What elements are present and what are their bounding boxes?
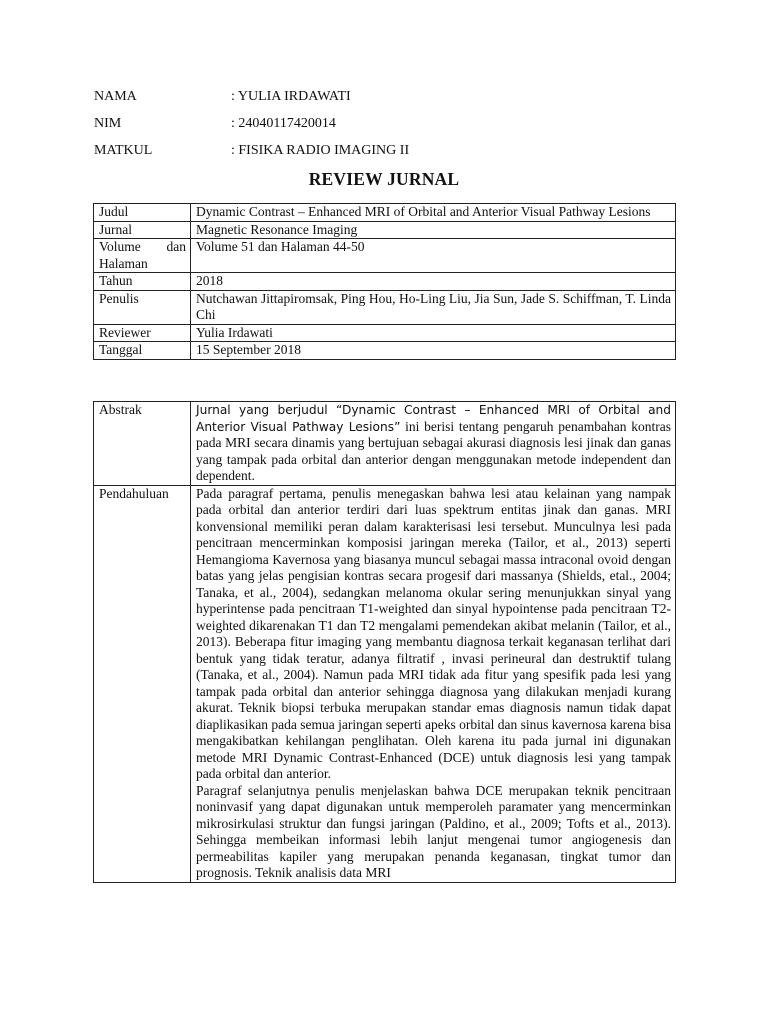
matkul-label: MATKUL bbox=[94, 143, 153, 158]
table-row bbox=[94, 204, 676, 222]
abstrak-lead: Jurnal yang berjudul “Dynamic Contrast – Enhanced MRI of Orbital and Anterior Visual Pathway Lesions” bbox=[196, 403, 671, 434]
tahun-value: 2018 bbox=[191, 273, 676, 291]
matkul-value: : FISIKA RADIO IMAGING II bbox=[231, 143, 410, 158]
page-title: REVIEW JURNAL bbox=[308, 169, 460, 189]
nim-value: : 24040117420014 bbox=[231, 116, 336, 131]
table-row bbox=[94, 273, 676, 291]
student-info bbox=[94, 88, 409, 169]
abstrak-rest: ini berisi tentang pengaruh penambahan kontras pada MRI secara dinamis yang bertujuan sebagai akurasi diagnosis lesi jinak dan ganas yang tampak pada orbital dan anterior dengan menggunakan metode independent dan dependent. bbox=[196, 418, 671, 483]
tahun-label: Tahun bbox=[94, 273, 191, 291]
tanggal-label: Tanggal bbox=[94, 342, 191, 360]
reviewer-label: Reviewer bbox=[94, 324, 191, 342]
jurnal-label: Jurnal bbox=[94, 221, 191, 239]
volume-label: Volume dan Halaman bbox=[94, 239, 191, 273]
table-row bbox=[94, 342, 676, 360]
abstrak-label: Abstrak bbox=[94, 402, 191, 486]
table-row bbox=[94, 290, 676, 324]
reviewer-value: Yulia Irdawati bbox=[191, 324, 676, 342]
pendahuluan-paragraph-1: Pada paragraf pertama, penulis menegaskan bahwa lesi atau kelainan yang nampak pada orbital dan anterior terdiri dari luas spektrum entitas jinak dan ganas. MRI konvensional memiliki peran dalam karakterisasi lesi tersebut. Munculnya lesi pada pencitraan mencerminkan komposisi jaringan mereka (Tailor, et al., 2013) seperti Hemangioma Kavernosa yang biasanya muncul sebagai massa intraconal ovoid dengan batas yang jelas pengisian kontras secara progesif dari massanya (Shields, etal., 2004; Tanaka, et al., 2004), sedangkan melanoma okular sering menunjukkan sinyal yang hyperintense pada pencitraan T1-weighted dan sinyal hypointense pada pencitraan T2-weighted dikarenakan T1 dan T2 mengalami pemendekan akibat melanin (Tailor, et al., 2013). Beberapa fitur imaging yang membantu diagnosa terkait keganasan terlihat dari bentuk yang tidak teratur, adanya filtratif , invasi perineural dan destruktif tulang (Tanaka, et al., 2004). Namun pada MRI tidak ada fitur yang spesifik pada lesi yang tampak pada orbital dan anterior sehingga diagnosa yang dilakukan menjadi kurang akurat. Teknik biopsi terbuka merupakan standar emas diagnosis namun tidak dapat diaplikasikan pada semua jaringan seperti apeks orbital dan sinus kavernosa karena bisa mengakibatkan kehilangan penglihatan. Oleh karena itu pada jurnal ini digunakan metode MRI Dynamic Contrast-Enhanced (DCE) untuk diagnosis lesi yang tampak pada orbital dan anterior. bbox=[196, 485, 671, 781]
table-row bbox=[94, 324, 676, 342]
review-body-table bbox=[93, 401, 676, 883]
info-row-matkul bbox=[94, 142, 409, 169]
nama-label: NAMA bbox=[94, 89, 137, 104]
table-row bbox=[94, 221, 676, 239]
abstrak-value bbox=[191, 402, 676, 486]
pendahuluan-value bbox=[191, 485, 676, 882]
table-row bbox=[94, 485, 676, 882]
penulis-label: Penulis bbox=[94, 290, 191, 324]
pendahuluan-paragraph-2: Paragraf selanjutnya penulis menjelaskan bahwa DCE merupakan teknik pencitraan noninvasif yang dapat digunakan untuk memperoleh paramater yang mencerminkan mikrosirkulasi struktur dan fungsi jaringan (Paldino, et al., 2009; Tofts et al., 2013). Sehingga membeikan informasi lebih lanjut mengenai tumor angiogenesis dan permeabilitas kapiler yang merupakan penanda keganasan, tingkat tumor dan prognosis. Teknik analisis data MRI bbox=[196, 782, 671, 880]
judul-label: Judul bbox=[94, 204, 191, 222]
tanggal-value: 15 September 2018 bbox=[191, 342, 676, 360]
jurnal-value: Magnetic Resonance Imaging bbox=[191, 221, 676, 239]
judul-value: Dynamic Contrast – Enhanced MRI of Orbital and Anterior Visual Pathway Lesions bbox=[191, 204, 676, 222]
penulis-value: Nutchawan Jittapiromsak, Ping Hou, Ho-Ling Liu, Jia Sun, Jade S. Schiffman, T. Linda Chi bbox=[191, 290, 676, 324]
journal-meta-table bbox=[93, 203, 676, 360]
nim-label: NIM bbox=[94, 116, 122, 131]
volume-value: Volume 51 dan Halaman 44-50 bbox=[191, 239, 676, 273]
nama-value: : YULIA IRDAWATI bbox=[231, 89, 351, 104]
info-row-nim bbox=[94, 115, 409, 142]
info-row-nama bbox=[94, 88, 409, 115]
pendahuluan-label: Pendahuluan bbox=[94, 485, 191, 882]
table-row bbox=[94, 239, 676, 273]
table-row bbox=[94, 402, 676, 486]
